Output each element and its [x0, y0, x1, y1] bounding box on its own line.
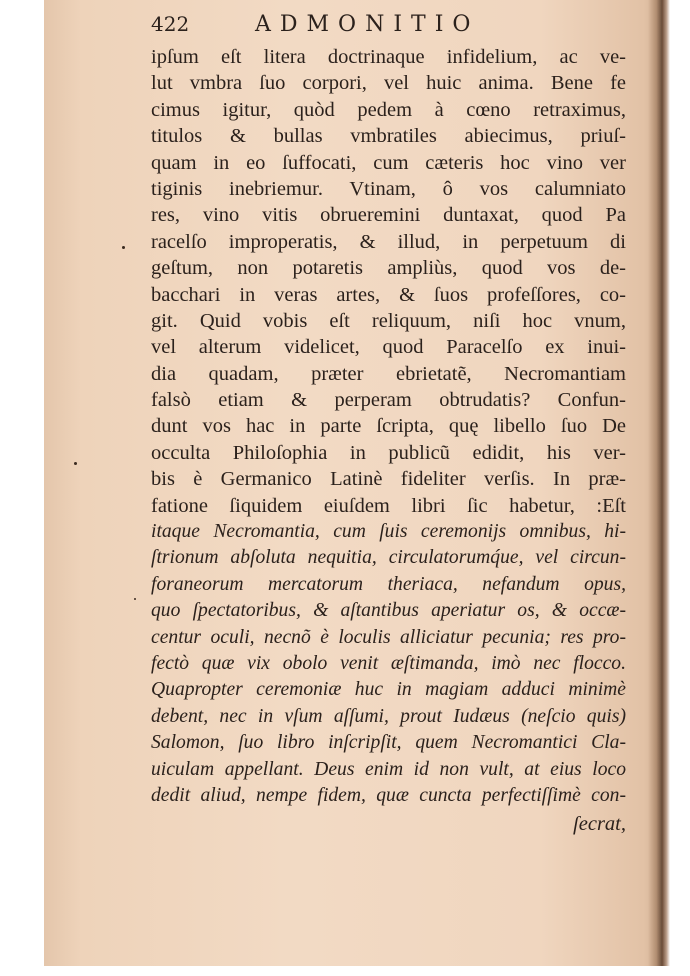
text-line: quam in eo ſuffocati, cum cæteris hoc vino ver	[151, 151, 626, 174]
text-line: falsò etiam & perperam obtrudatis? Confun-	[151, 389, 626, 412]
quotation-line: debent, nec in vſum aſſumi, prout Iudæus (neſcio quis)	[151, 705, 626, 727]
text-line: occulta Philoſophia in publicũ edidit, his ver-	[151, 441, 626, 464]
ink-speck	[134, 598, 136, 600]
body-text	[151, 44, 626, 838]
text-line: dia quadam, præter ebrietatẽ, Necromantiam	[151, 362, 626, 385]
text-line: lut vmbra ſuo corpori, vel huic anima. Bene fe	[151, 72, 626, 95]
quotation-line: centur oculi, necnõ è loculis alliciatur pecunia; res pro-	[151, 626, 626, 648]
page-edge	[662, 0, 670, 966]
quotation-line: Quapropter ceremoniæ huc in magiam adduci minimè	[151, 679, 626, 701]
text-line: racelſo improperatis, & illud, in perpetuum di	[151, 230, 626, 253]
quotation-line: uiculam appellant. Deus enim id non vult, at eius loco	[151, 758, 626, 780]
text-line: vel alterum videlicet, quod Paracelſo ex inui-	[151, 336, 626, 359]
ink-speck	[74, 462, 77, 465]
ink-speck	[122, 246, 125, 249]
text-line: dunt vos hac in parte ſcripta, quę libello ſuo De	[151, 415, 626, 438]
text-line: cimus igitur, quòd pedem à cœno retraximus,	[151, 98, 626, 121]
text-line: git. Quid vobis eſt reliquum, niſi hoc vnum,	[151, 309, 626, 332]
text-line: geſtum, non potaretis ampliùs, quod vos de-	[151, 257, 626, 280]
quotation-line: itaque Necromantia, cum ſuis ceremonijs omnibus, hi-	[151, 521, 626, 543]
text-line: bacchari in veras artes, & ſuos profeſſores, co-	[151, 283, 626, 306]
text-line: fatione ſiquidem eiuſdem libri ſic habetur, :Eſt	[151, 494, 626, 517]
catchword: ſecrat,	[573, 813, 626, 836]
quotation-line: fectò quæ vix obolo venit æſtimanda, imò nec flocco.	[151, 652, 626, 674]
printed-page	[151, 8, 626, 838]
quotation-line: Salomon, ſuo libro inſcripſit, quem Necromantici Cla-	[151, 732, 626, 754]
text-line: tiginis inebriemur. Vtinam, ô vos calumniato	[151, 177, 626, 200]
binding-gutter-shadow	[648, 0, 662, 966]
page-header	[151, 8, 626, 44]
text-line: bis è Germanico Latinè fideliter verſis. In præ-	[151, 468, 626, 491]
quotation-line: ſtrionum abſoluta nequitia, circulatorumq́ue, vel circun-	[151, 547, 626, 569]
quotation-line: foraneorum mercatorum theriaca, nefandum opus,	[151, 573, 626, 595]
quotation-line: dedit aliud, nempe fidem, quæ cuncta perfectiſſimè con-	[151, 784, 626, 806]
text-line: ipſum eſt litera doctrinaque infidelium, ac ve-	[151, 46, 626, 68]
text-line: titulos & bullas vmbratiles abiecimus, priuſ-	[151, 125, 626, 148]
running-head: ADMONITIO	[255, 12, 480, 37]
page-number: 422	[151, 12, 190, 36]
text-line: res, vino vitis obrueremini duntaxat, quod Pa	[151, 204, 626, 227]
quotation-line: quo ſpectatoribus, & aſtantibus aperiatur os, & occæ-	[151, 600, 626, 622]
